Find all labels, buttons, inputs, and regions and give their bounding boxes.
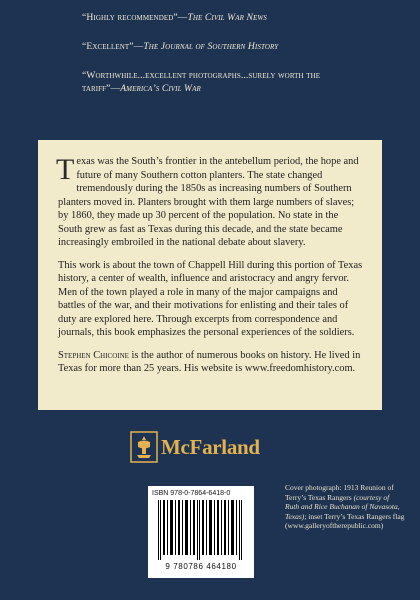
author-bio-text: is the author of numerous books on history. He lived in Texas for more than 25 years. His website is www.freedomhistory.com.	[58, 349, 361, 374]
publisher-logo	[130, 430, 260, 464]
isbn-label: ISBN 978-0-7864-6418-0	[152, 490, 231, 497]
credit-line-2: ; inset Terry’s Texas Rangers flag (www.galleryoftherepublic.com)	[285, 511, 405, 531]
description-paragraph-1	[58, 155, 364, 250]
paragraph-text: exas was the South’s frontier in the antebellum period, the hope and future of many Southern cotton planters. The state changed tremendously during the 1850s as increasing numbers of Southern planters moved in. Planters brought with them large numbers of slaves; by 1860, they made up 30 percent of the population. No state in the South grew as fast as Texas during this decade, and the state became increasingly embroiled in the national debate about slavery.	[58, 156, 359, 248]
review-source: The Civil War News	[187, 12, 267, 23]
author-name: Stephen Chicoine	[58, 349, 129, 361]
drop-cap: T	[56, 153, 75, 186]
credit-line-1: Cover photograph: 1913 Reunion of Terry’s Texas Rangers	[285, 483, 394, 502]
publisher-name: McFarland	[161, 434, 260, 459]
description-paragraph-2: This work is about the town of Chappell Hill during this portion of Texas history, a center of wealth, influence and aristocracy and angry fervor. Men of the town played a role in many of the major campaigns and battles of the war, and their motivations for enlisting and their tales of duty are explored here. Through excerpts from correspondence and journals, this book emphasizes the personal experiences of the soldiers.	[58, 259, 363, 338]
review-1	[82, 12, 382, 25]
credit-courtesy: (courtesy of Ruth and Rice Buchanan of Navasota, Texas)	[285, 492, 400, 521]
review-2	[82, 41, 382, 54]
review-quote: “Highly recommended”—	[82, 12, 188, 23]
barcode	[148, 486, 254, 578]
review-quote: “Worthwhile...excellent photographs...surely worth the tariff”—	[82, 70, 321, 94]
review-quote: “Excellent”—	[82, 41, 144, 52]
review-3	[82, 70, 352, 95]
author-bio	[58, 349, 364, 376]
barcode-digits: 9 780786 464180	[165, 562, 237, 571]
review-source: America’s Civil War	[120, 82, 201, 94]
mcfarland-lamp-logo-icon	[130, 431, 158, 463]
cover-photo-credit	[285, 483, 405, 531]
review-source: The Journal of Southern History	[143, 41, 279, 52]
description-panel	[38, 140, 382, 410]
barcode-bars	[152, 500, 250, 560]
